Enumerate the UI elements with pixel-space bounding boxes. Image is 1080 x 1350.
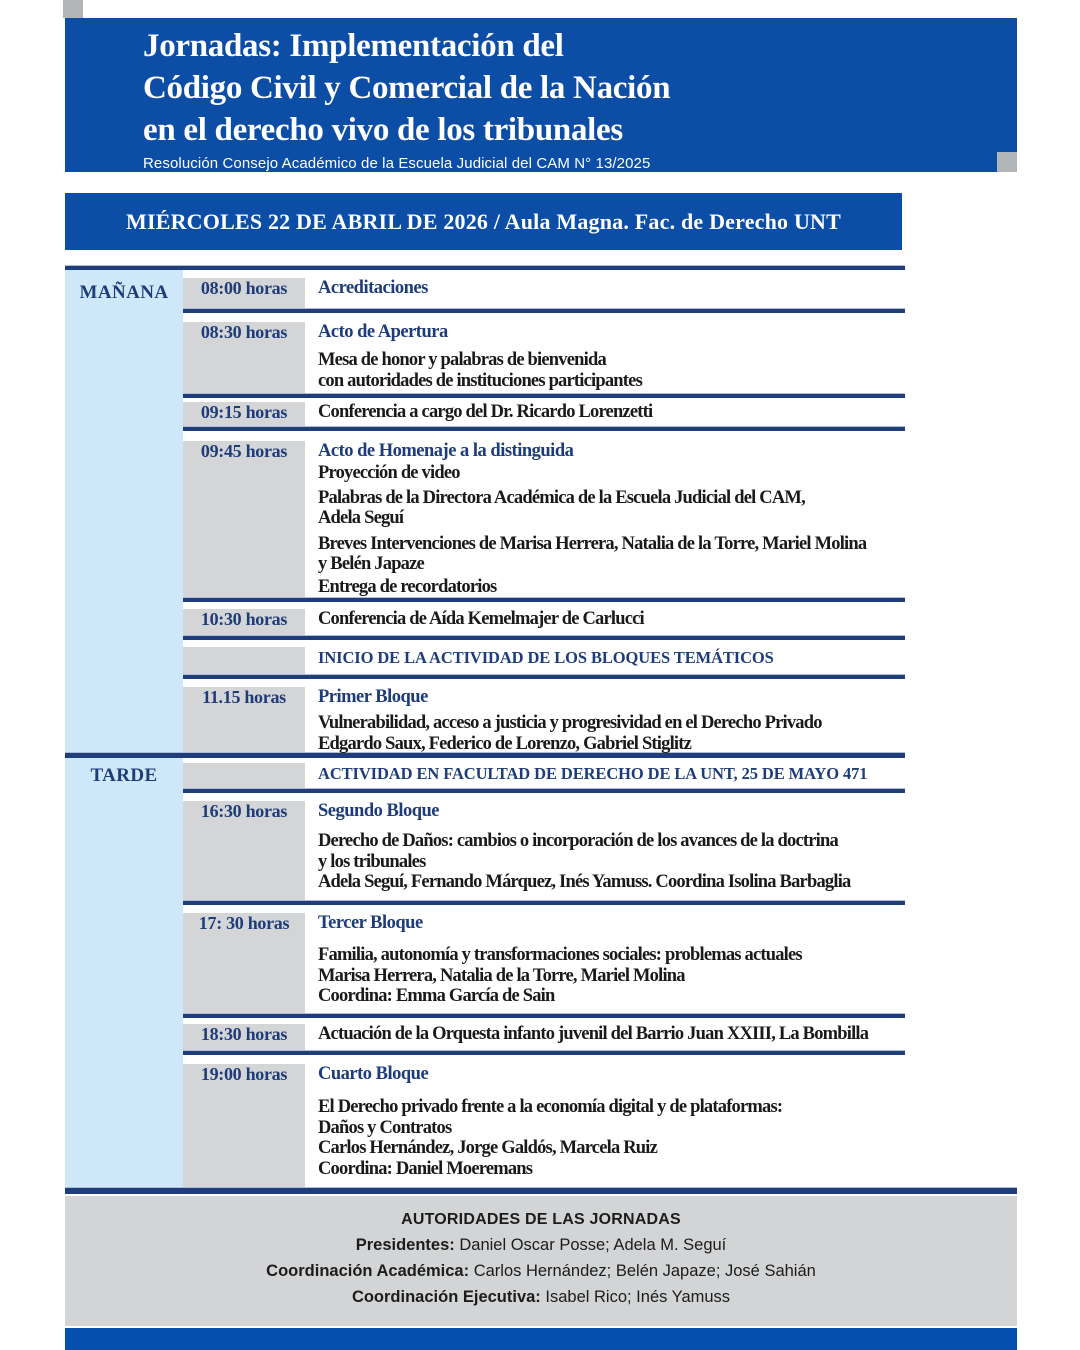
- authorities-footer: [65, 1196, 1017, 1326]
- session-detail-line: Coordina: Emma García de Sain: [318, 986, 555, 1006]
- time-label: [183, 763, 305, 788]
- session-detail-line: Conferencia de Aída Kemelmajer de Carlucci: [318, 609, 644, 629]
- session-detail-line: Actuación de la Orquesta infanto juvenil del Barrio Juan XXIII, La Bombilla: [318, 1024, 869, 1044]
- authorities-title: AUTORIDADES DE LAS JORNADAS: [401, 1211, 681, 1228]
- session-detail-line: Marisa Herrera, Natalia de la Torre, Mariel Molina: [318, 965, 685, 986]
- daypart-spacer: [65, 1064, 183, 1187]
- time-label: 09:45 horas: [183, 441, 305, 597]
- session-detail-line: Mesa de honor y palabras de bienvenida: [318, 350, 606, 370]
- time-label: [183, 647, 305, 674]
- daypart-spacer: [65, 687, 183, 752]
- session-detail-line: Conferencia a cargo del Dr. Ricardo Lorenzetti: [318, 402, 653, 422]
- session-detail-line: Proyección de video: [318, 463, 460, 483]
- session-detail-line: Familia, autonomía y transformaciones sociales: problemas actuales: [318, 945, 802, 965]
- authorities-role-label: Coordinación Ejecutiva:: [351, 1288, 541, 1306]
- session-detail-line: Derecho de Daños: cambios o incorporación de los avances de la doctrina: [318, 831, 838, 851]
- time-label: 11.15 horas: [183, 687, 305, 752]
- session-detail-line: con autoridades de instituciones participantes: [318, 370, 642, 391]
- session-title: Primer Bloque: [318, 687, 428, 707]
- schedule-row-0830: [65, 313, 905, 393]
- daypart-label-morning: MAÑANA: [79, 282, 169, 303]
- schedule-row-1830: [65, 1018, 905, 1050]
- event-header: [65, 18, 1017, 172]
- daypart-spacer: [65, 609, 183, 635]
- authorities-line-presidentes: [65, 1236, 1017, 1255]
- session-detail-line: Daños y Contratos: [318, 1117, 452, 1138]
- daypart-spacer: [65, 402, 183, 426]
- daypart-spacer: [65, 913, 183, 1013]
- section-heading: ACTIVIDAD EN FACULTAD DE DERECHO DE LA UNT, 25 DE MAYO 471: [318, 764, 868, 783]
- daypart-spacer: [65, 322, 183, 393]
- authorities-names: Daniel Oscar Posse; Adela M. Seguí: [454, 1236, 727, 1254]
- daypart-spacer: [65, 441, 183, 597]
- time-label: 08:00 horas: [183, 278, 305, 308]
- authorities-line-coordinacion-academica: [65, 1262, 1017, 1281]
- schedule-row-1115: [65, 679, 905, 752]
- schedule-row-1900: [65, 1055, 905, 1187]
- schedule-row-0915: [65, 398, 905, 426]
- authorities-line-coordinacion-ejecutiva: [65, 1288, 1017, 1307]
- session-title: Segundo Bloque: [318, 801, 440, 821]
- session-detail-line: Adela Seguí, Fernando Márquez, Inés Yamuss. Coordina Isolina Barbaglia: [318, 872, 851, 892]
- session-detail-line: y Belén Japaze: [318, 554, 424, 574]
- schedule-row-inicio-bloques: [65, 640, 905, 674]
- daypart-spacer: [65, 647, 183, 674]
- event-title-line-3: en el derecho vivo de los tribunales: [143, 112, 623, 148]
- authorities-role-label: Coordinación Académica:: [266, 1262, 470, 1280]
- session-detail-line: Vulnerabilidad, acceso a justicia y progresividad en el Derecho Privado: [318, 713, 822, 733]
- schedule-row-1730: [65, 905, 905, 1013]
- schedule-row-actividad-unt: [65, 758, 905, 788]
- time-label: 18:30 horas: [183, 1024, 305, 1050]
- schedule-row-1030: [65, 602, 905, 635]
- schedule-bottom-rule: [65, 1187, 1017, 1194]
- session-title: Tercer Bloque: [318, 913, 423, 933]
- bottom-accent-bar: [65, 1328, 1017, 1350]
- time-label: 08:30 horas: [183, 322, 305, 393]
- corner-square-header-bottom-right: [997, 152, 1017, 172]
- time-label: 09:15 horas: [183, 402, 305, 426]
- session-title: Acto de Apertura: [318, 322, 448, 342]
- time-label: 19:00 horas: [183, 1064, 305, 1187]
- daypart-label-afternoon: TARDE: [90, 765, 158, 786]
- date-banner: MIÉRCOLES 22 DE ABRIL DE 2026 / Aula Magna. Fac. de Derecho UNT: [65, 193, 902, 250]
- session-detail-line: y los tribunales: [318, 851, 426, 872]
- schedule-row-0945: [65, 431, 905, 597]
- event-subtitle-resolution: Resolución Consejo Académico de la Escuela Judicial del CAM N° 13/2025: [143, 155, 651, 172]
- session-detail-line: Breves Intervenciones de Marisa Herrera, Natalia de la Torre, Mariel Molina: [318, 533, 867, 554]
- schedule-row-1630: [65, 793, 905, 900]
- event-title-line-2: Código Civil y Comercial de la Nación: [143, 70, 671, 106]
- authorities-names: Carlos Hernández; Belén Japaze; José Sahián: [469, 1262, 816, 1280]
- daypart-spacer: [65, 1024, 183, 1050]
- session-detail-line: Coordina: Daniel Moeremans: [318, 1158, 533, 1179]
- session-title: Acto de Homenaje a la distinguida: [318, 441, 574, 461]
- session-detail-line: Palabras de la Directora Académica de la Escuela Judicial del CAM,: [318, 487, 805, 508]
- schedule-table: [65, 265, 1017, 1194]
- authorities-role-label: Presidentes:: [355, 1236, 455, 1254]
- session-detail-line: Entrega de recordatorios: [318, 576, 497, 597]
- time-label: 16:30 horas: [183, 801, 305, 900]
- session-title: Acreditaciones: [318, 278, 428, 298]
- time-label: 10:30 horas: [183, 609, 305, 635]
- session-detail-line: El Derecho privado frente a la economía digital y de plataformas:: [318, 1097, 783, 1117]
- authorities-names: Isabel Rico; Inés Yamuss: [540, 1288, 731, 1306]
- section-heading: INICIO DE LA ACTIVIDAD DE LOS BLOQUES TEMÁTICOS: [318, 648, 774, 667]
- corner-square-top-left: [63, 0, 83, 18]
- schedule-row-0800: [65, 270, 905, 308]
- session-detail-line: Edgardo Saux, Federico de Lorenzo, Gabriel Stiglitz: [318, 733, 692, 754]
- session-detail-line: Carlos Hernández, Jorge Galdós, Marcela Ruiz: [318, 1138, 658, 1158]
- daypart-spacer: [65, 801, 183, 900]
- session-detail-line: Adela Seguí: [318, 508, 404, 528]
- time-label: 17: 30 horas: [183, 913, 305, 1013]
- session-title: Cuarto Bloque: [318, 1064, 429, 1084]
- event-title-line-1: Jornadas: Implementación del: [143, 28, 564, 64]
